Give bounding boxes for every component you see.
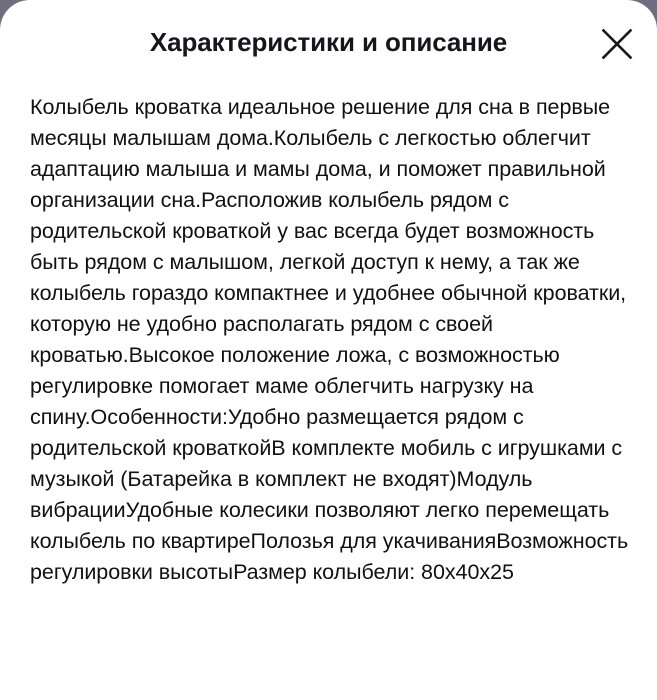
- modal-body: [0, 92, 657, 588]
- product-description-text: Колыбель кроватка идеальное решение для сна в первые месяцы малышам дома.Колыбель с легкостью облегчит адаптацию малыша и мамы дома, и поможет правильной организации сна.Расположив колыбель рядом с родительской кроваткой у вас всегда будет возможность быть рядом с малышом, легкой доступ к нему, а так же колыбель гораздо компактнее и удобнее обычной кроватки, которую не удобно располагать рядом с своей кроватью.Высокое положение ложа, с возможностью регулировке помогает маме облегчить нагрузку на спину.Особенности:Удобно размещается рядом с родительской кроваткойВ комплекте мобиль с игрушками с музыкой (Батарейка в комплект не входят)Модуль вибрацииУдобные колесики позволяют легко перемещать колыбель по квартиреПолозья для укачиванияВозможность регулировки высотыРазмер колыбели: 80x40x25: [30, 95, 629, 584]
- modal-header: [0, 0, 657, 92]
- close-button[interactable]: [600, 27, 634, 61]
- page-title: Характеристики и описание: [149, 27, 508, 57]
- close-icon: [600, 27, 634, 61]
